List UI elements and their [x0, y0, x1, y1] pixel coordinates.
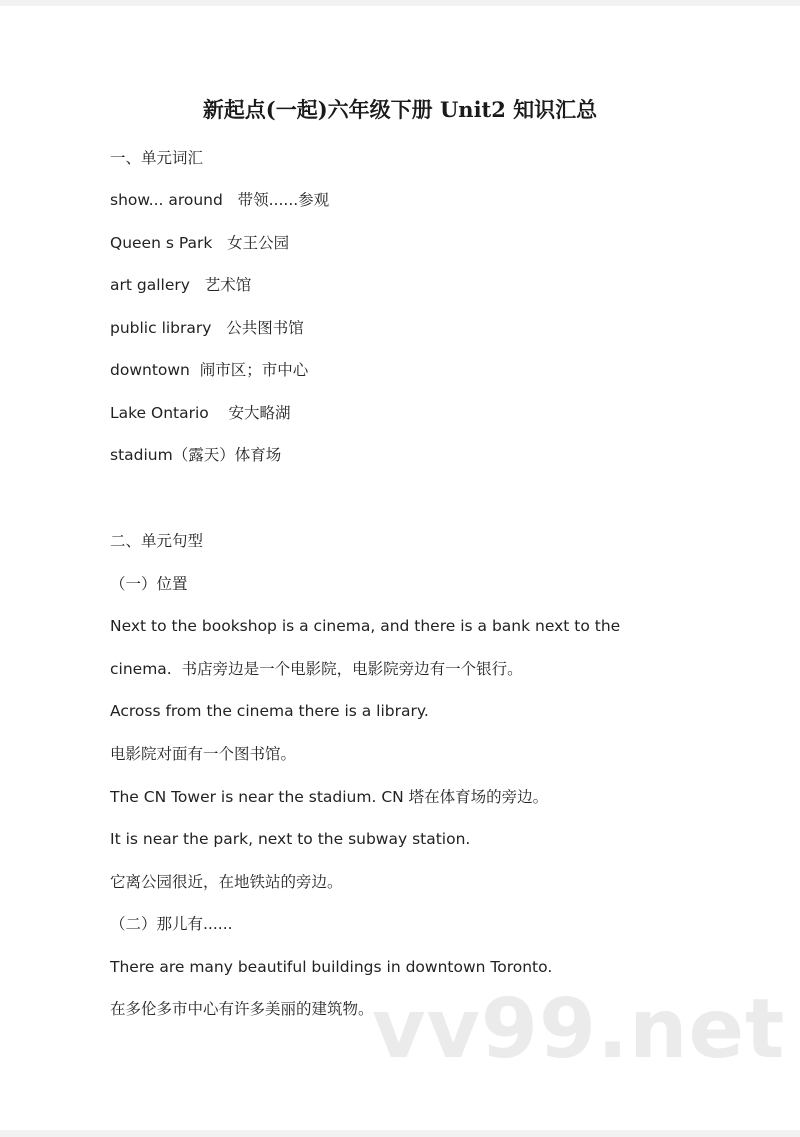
sentence-line: 它离公园很近，在地铁站的旁边。: [110, 873, 343, 891]
vocab-item: downtown 闹市区；市中心: [110, 361, 309, 379]
sentence-line: 电影院对面有一个图书馆。: [110, 745, 297, 763]
sentence-line: Next to the bookshop is a cinema, and there is a bank next to the: [110, 617, 621, 635]
vocab-item: show... around 带领......参观: [110, 191, 330, 209]
sentence-line: cinema. 书店旁边是一个电影院，电影院旁边有一个银行。: [110, 660, 523, 678]
vocab-item: art gallery 艺术馆: [110, 276, 252, 294]
subsection-heading-location: （一）位置: [110, 575, 188, 593]
watermark: vv99.net: [372, 982, 786, 1077]
sentence-line: The CN Tower is near the stadium. CN 塔在体育场的旁边。: [110, 788, 549, 806]
vocab-item: public library 公共图书馆: [110, 319, 304, 337]
sentence-line: 在多伦多市中心有许多美丽的建筑物。: [110, 1000, 374, 1018]
sentence-line: It is near the park, next to the subway station.: [110, 830, 471, 848]
sentence-line: There are many beautiful buildings in downtown Toronto.: [110, 958, 553, 976]
section-heading-sentences: 二、单元句型: [110, 532, 204, 550]
document-title: 新起点(一起)六年级下册 Unit2 知识汇总: [202, 97, 598, 122]
sentence-line: Across from the cinema there is a library.: [110, 702, 429, 720]
section-heading-vocabulary: 一、单元词汇: [110, 149, 204, 167]
subsection-heading-there-are: （二）那儿有......: [110, 915, 233, 933]
vocab-item: Lake Ontario 安大略湖: [110, 404, 291, 422]
vocab-item: stadium（露天）体育场: [110, 446, 282, 464]
vocab-item: Queen s Park 女王公园: [110, 234, 290, 252]
